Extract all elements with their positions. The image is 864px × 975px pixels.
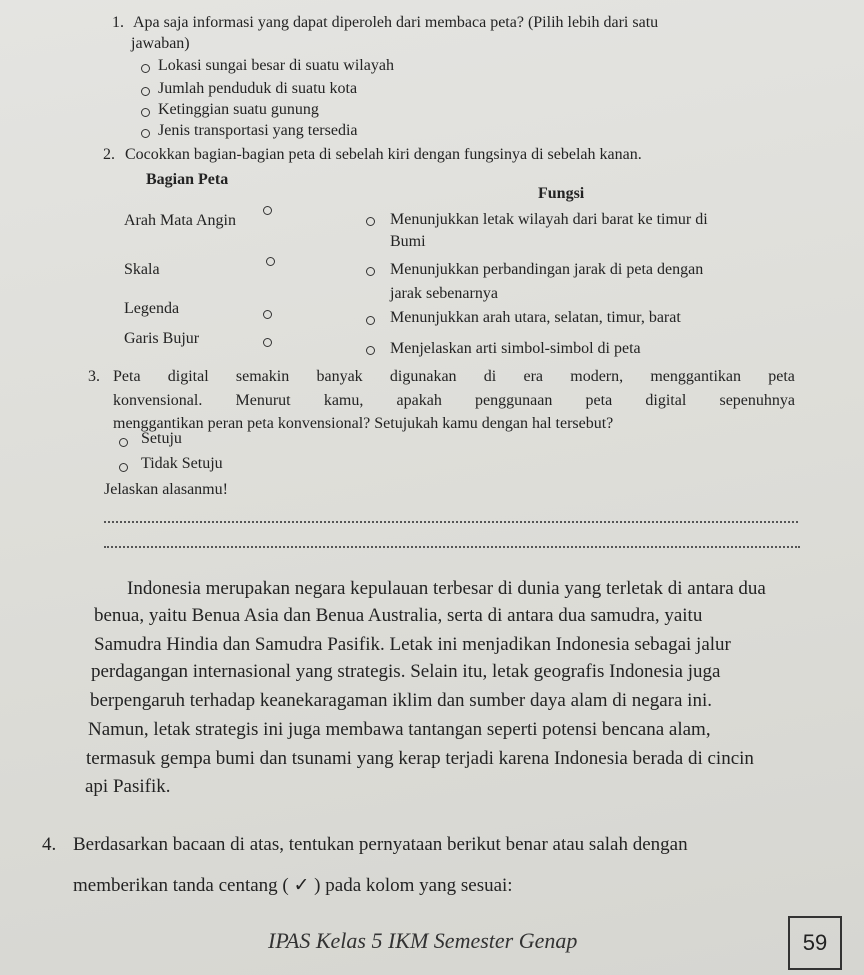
q2-function2-line1: Menunjukkan perbandingan jarak di peta dengan (390, 261, 704, 278)
q1-option1-label: Lokasi sungai besar di suatu wilayah (158, 57, 394, 74)
word: konvensional. (113, 392, 203, 409)
q3-question-line3: menggantikan peran peta konvensional? Setujukah kamu dengan hal tersebut? (113, 415, 614, 432)
q1-option4-label: Jenis transportasi yang tersedia (158, 122, 358, 139)
answer-line-2[interactable] (104, 546, 800, 548)
q3-question-line1 (113, 368, 795, 386)
q3-number: 3. (88, 368, 100, 385)
page-number: 59 (788, 916, 842, 970)
q2-part-skala: Skala (124, 261, 160, 278)
q2-part-legenda: Legenda (124, 300, 180, 317)
q4-number: 4. (42, 834, 57, 855)
q1-option2-radio[interactable] (141, 87, 150, 96)
q2-function1-line2: Bumi (390, 233, 426, 250)
q2-function2-line2: jarak sebenarnya (390, 285, 498, 302)
q2-left-header: Bagian Peta (146, 171, 229, 188)
reading-line-8: api Pasifik. (85, 776, 171, 797)
q2-part-arah-mata-angin: Arah Mata Angin (124, 212, 236, 229)
q1-option1-radio[interactable] (141, 64, 150, 73)
q3-explain-prompt: Jelaskan alasanmu! (104, 481, 228, 498)
q2-part-garis-bujur: Garis Bujur (124, 330, 200, 347)
q2-part3-connector[interactable] (263, 310, 272, 319)
q2-question: Cocokkan bagian-bagian peta di sebelah kiri dengan fungsinya di sebelah kanan. (125, 146, 642, 163)
word: peta (768, 368, 795, 385)
q2-right-header: Fungsi (538, 185, 585, 202)
q1-option2-label: Jumlah penduduk di suatu kota (158, 80, 358, 97)
q1-question-line1: Apa saja informasi yang dapat diperoleh dari membaca peta? (Pilih lebih dari satu (133, 14, 659, 31)
q2-part1-connector[interactable] (263, 206, 272, 215)
q2-part4-connector[interactable] (263, 338, 272, 347)
footer-title: IPAS Kelas 5 IKM Semester Genap (268, 928, 578, 953)
q1-question-line2: jawaban) (131, 35, 190, 52)
word: modern, (570, 368, 624, 385)
reading-line-7: termasuk gempa bumi dan tsunami yang kerap terjadi karena Indonesia berada di cincin (86, 748, 754, 769)
q3-option-tidak-setuju-label: Tidak Setuju (141, 455, 223, 472)
word: semakin (235, 368, 290, 385)
q2-function3-line1: Menunjukkan arah utara, selatan, timur, barat (390, 309, 681, 326)
q1-option3-label: Ketinggian suatu gunung (158, 101, 319, 118)
reading-line-3: Samudra Hindia dan Samudra Pasifik. Letak ini menjadikan Indonesia sebagai jalur (94, 634, 731, 655)
reading-line-4: perdagangan internasional yang strategis. Selain itu, letak geografis Indonesia juga (91, 661, 721, 682)
word: banyak (316, 368, 363, 385)
word: digunakan (389, 368, 457, 385)
q1-option4-radio[interactable] (141, 129, 150, 138)
word: peta (585, 392, 613, 409)
word: penggunaan (475, 392, 553, 409)
reading-line-1: Indonesia merupakan negara kepulauan terbesar di dunia yang terletak di antara dua (127, 578, 766, 599)
q3-option-setuju-label: Setuju (141, 430, 182, 447)
word: digital (167, 368, 209, 385)
word: Peta (113, 368, 141, 385)
q3-option-tidak-setuju-radio[interactable] (119, 463, 128, 472)
q3-question-line2 (113, 392, 795, 410)
reading-line-6: Namun, letak strategis ini juga membawa tantangan seperti potensi bencana alam, (88, 719, 711, 740)
word: digital (645, 392, 687, 409)
q2-function1-connector[interactable] (366, 217, 375, 226)
q1-number: 1. (112, 14, 124, 31)
word: sepenuhnya (719, 392, 795, 409)
q2-number: 2. (103, 146, 115, 163)
answer-line-1[interactable] (104, 521, 798, 523)
q2-function4-connector[interactable] (366, 346, 375, 355)
word: Menurut (235, 392, 291, 409)
q1-option3-radio[interactable] (141, 108, 150, 117)
q4-question-line2: memberikan tanda centang ( ✓ ) pada kolom yang sesuai: (73, 875, 513, 896)
reading-line-2: benua, yaitu Benua Asia dan Benua Australia, serta di antara dua samudra, yaitu (94, 605, 703, 626)
q2-function3-connector[interactable] (366, 316, 375, 325)
word: di (483, 368, 497, 385)
word: kamu, (323, 392, 364, 409)
word: menggantikan (650, 368, 741, 385)
q2-function1-line1: Menunjukkan letak wilayah dari barat ke timur di (390, 211, 708, 228)
q2-function4-line1: Menjelaskan arti simbol-simbol di peta (390, 340, 641, 357)
q2-part2-connector[interactable] (266, 257, 275, 266)
word: apakah (396, 392, 442, 409)
q2-function2-connector[interactable] (366, 267, 375, 276)
word: era (523, 368, 544, 385)
reading-line-5: berpengaruh terhadap keanekaragaman iklim dan sumber daya alam di negara ini. (90, 690, 712, 711)
q4-question-line1: Berdasarkan bacaan di atas, tentukan pernyataan berikut benar atau salah dengan (73, 834, 688, 855)
q3-option-setuju-radio[interactable] (119, 438, 128, 447)
